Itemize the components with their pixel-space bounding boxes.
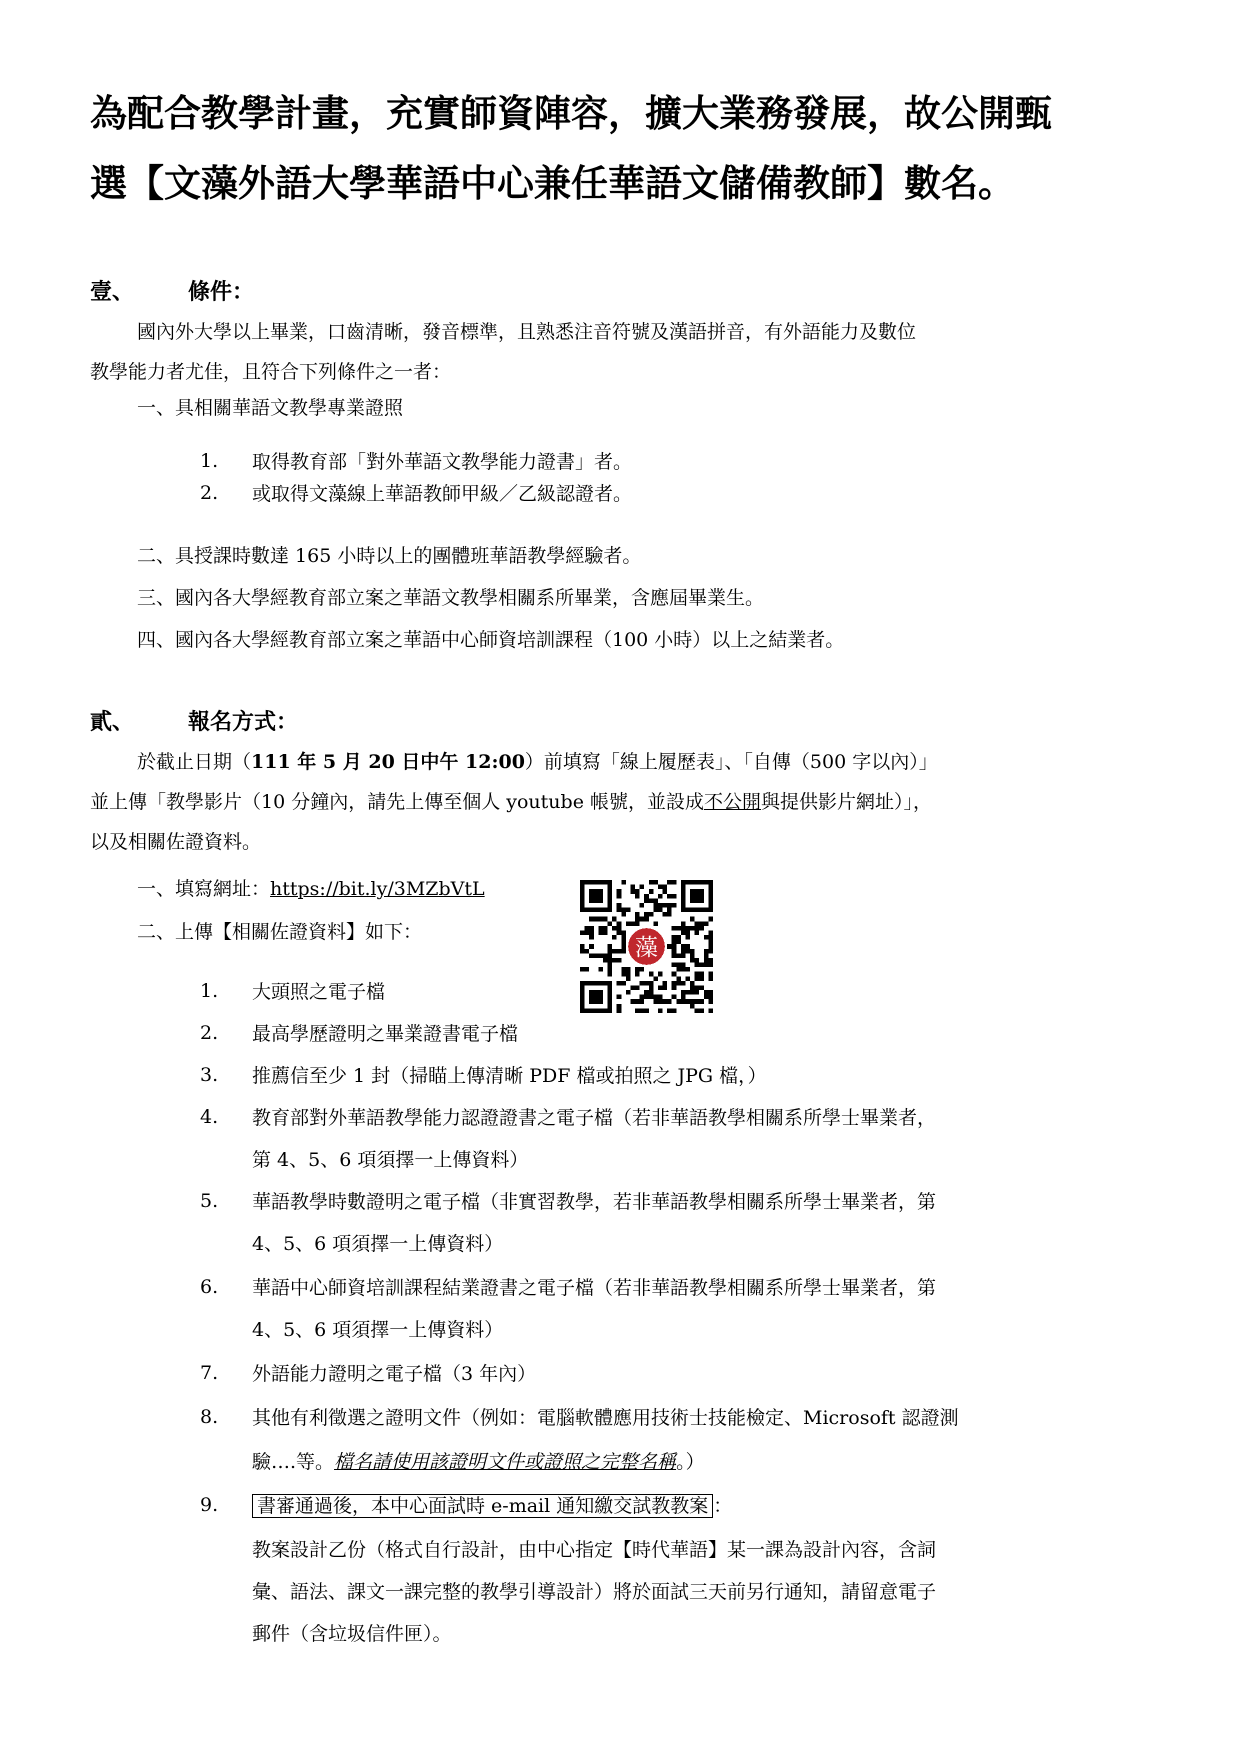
registration-line-2: 並上傳「教學影片（10 分鐘內，請先上傳至個人 youtube 帳號，並設成不公開與提供影片網址）」， [90, 791, 933, 813]
upload-item-9: 書審通過後，本中心面試時 e-mail 通知繳交試教教案 ： [252, 1494, 732, 1519]
lesson-plan-line-3: 郵件（含垃圾信件匣）。 [252, 1623, 452, 1645]
upload-item-8: 其他有利徵選之證明文件（例如：電腦軟體應用技術士技能檢定、Microsoft 認證測 [252, 1407, 959, 1429]
form-url-link[interactable]: https://bit.ly/3MZbVtL [270, 878, 485, 900]
upload-item-6: 華語中心師資培訓課程結業證書之電子檔（若非華語教學相關系所學士畢業者，第 [252, 1277, 937, 1299]
lesson-plan-line-1: 教案設計乙份（格式自行設計，由中心指定【時代華語】某一課為設計內容，含詞 [252, 1539, 937, 1561]
upload-item-6-continued: 4、5、6 項須擇一上傳資料） [252, 1319, 504, 1341]
lesson-plan-line-2: 彙、語法、課文一課完整的教學引導設計）將於面試三天前另行通知，請留意電子 [252, 1581, 937, 1603]
upload-item-5: 華語教學時數證明之電子檔（非實習教學，若非華語教學相關系所學士畢業者，第 [252, 1191, 937, 1213]
title-line-1: 為配合教學計畫，充實師資陣容，擴大業務發展，故公開甄 [90, 92, 1052, 135]
upload-item-5-continued: 4、5、6 項須擇一上傳資料） [252, 1233, 504, 1255]
registration-line-1: 於截止日期（111 年 5 月 20 日中午 12:00）前填寫「線上履歷表」、「自傳（500 字以內）」 [137, 751, 938, 773]
upload-item-1: 大頭照之電子檔 [252, 981, 386, 1003]
upload-item-9-number: 9. [200, 1494, 219, 1516]
upload-item-3: 推薦信至少 1 封（掃瞄上傳清晰 PDF 檔或拍照之 JPG 檔，） [252, 1065, 767, 1087]
upload-item-8-number: 8. [200, 1406, 219, 1428]
upload-item-4: 教育部對外華語教學能力認證證書之電子檔（若非華語教學相關系所學士畢業者， [252, 1107, 937, 1129]
condition-1-item-1-number: 1. [200, 450, 219, 472]
upload-item-4-number: 4. [200, 1106, 219, 1128]
upload-item-4-continued: 第 4、5、6 項須擇一上傳資料） [252, 1149, 529, 1171]
filename-note: 檔名請使用該證明文件或證照之完整名稱 [334, 1451, 677, 1473]
condition-1-item-2-number: 2. [200, 482, 219, 504]
registration-line-3: 以及相關佐證資料。 [90, 831, 262, 853]
condition-2: 二、具授課時數達 165 小時以上的團體班華語教學經驗者。 [137, 545, 642, 567]
upload-item-7-number: 7. [200, 1362, 219, 1384]
not-public-text: 不公開 [704, 791, 762, 813]
condition-4: 四、國內各大學經教育部立案之華語中心師資培訓課程（100 小時）以上之結業者。 [137, 629, 845, 651]
section-1-title: 條件： [188, 280, 255, 305]
section-2-number: 貳、 [90, 710, 135, 735]
qr-code-icon [580, 880, 713, 1013]
section-2-title: 報名方式： [188, 710, 299, 735]
condition-1: 一、具相關華語文教學專業證照 [137, 397, 404, 419]
title-line-2: 選【文藻外語大學華語中心兼任華語文儲備教師】數名。 [90, 162, 1015, 205]
condition-1-item-2: 或取得文藻線上華語教師甲級／乙級認證者。 [252, 483, 633, 505]
section-1-intro-line-2: 教學能力者尤佳，且符合下列條件之一者： [90, 361, 452, 383]
upload-item-3-number: 3. [200, 1064, 219, 1086]
section-1-intro-line-1: 國內外大學以上畢業，口齒清晰，發音標準，且熟悉注音符號及漢語拼音，有外語能力及數位 [137, 321, 917, 343]
upload-item-5-number: 5. [200, 1190, 219, 1212]
upload-item-2-number: 2. [200, 1022, 219, 1044]
upload-item-8-continued: 驗….等。檔名請使用該證明文件或證照之完整名稱。） [252, 1451, 705, 1473]
condition-3: 三、國內各大學經教育部立案之華語文教學相關系所畢業，含應屆畢業生。 [137, 587, 765, 609]
upload-item-7: 外語能力證明之電子檔（3 年內） [252, 1363, 537, 1385]
upload-item-1-number: 1. [200, 980, 219, 1002]
condition-1-item-1: 取得教育部「對外華語文教學能力證書」者。 [252, 451, 633, 473]
upload-heading: 二、上傳【相關佐證資料】如下： [137, 921, 423, 943]
deadline: 111 年 5 月 20 日中午 12:00 [251, 751, 525, 773]
interview-notice-box: 書審通過後，本中心面試時 e-mail 通知繳交試教教案 [252, 1494, 713, 1518]
upload-item-2: 最高學歷證明之畢業證書電子檔 [252, 1023, 519, 1045]
upload-item-6-number: 6. [200, 1276, 219, 1298]
section-1-number: 壹、 [90, 280, 135, 305]
form-url-line: 一、填寫網址：https://bit.ly/3MZbVtL [137, 878, 485, 900]
qr-logo-character: 藻 [635, 934, 658, 961]
